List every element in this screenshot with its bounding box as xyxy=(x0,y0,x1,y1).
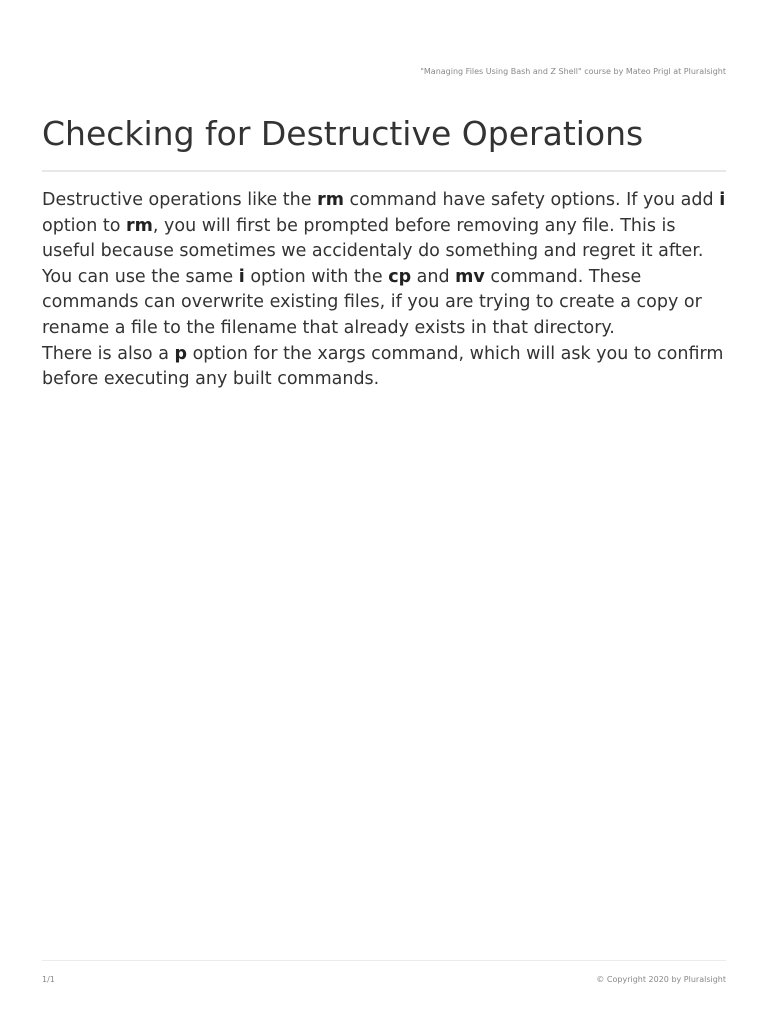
command-cp: cp xyxy=(388,266,412,287)
page-number: 1/1 xyxy=(42,975,55,984)
title-divider xyxy=(42,170,726,172)
paragraph-rm-safety: Destructive operations like the rm command have safety options. If you add i option to rm, you will first be prompted before removing any file. This is useful because sometimes we accidentaly do something and regret it after. xyxy=(42,190,726,262)
option-i: i xyxy=(719,190,726,210)
paragraph-cp-mv: You can use the same i option with the cp and mv command. These commands can overwrite existing files, if you are trying to create a copy or rename a file to the filename that already exists in that directory. xyxy=(42,266,702,338)
command-rm: rm xyxy=(126,215,153,236)
option-p: p xyxy=(174,343,188,364)
copyright-notice: © Copyright 2020 by Pluralsight xyxy=(596,975,726,984)
command-rm: rm xyxy=(317,190,344,210)
footer-divider xyxy=(42,960,726,961)
document-body xyxy=(42,188,726,393)
command-mv: mv xyxy=(455,266,485,287)
option-i: i xyxy=(238,266,245,287)
page-title: Checking for Destructive Operations xyxy=(42,114,644,153)
course-credit-header: "Managing Files Using Bash and Z Shell" course by Mateo Prigl at Pluralsight xyxy=(420,67,726,76)
paragraph-xargs: There is also a p option for the xargs command, which will ask you to confirm before executing any built commands. xyxy=(42,343,724,390)
